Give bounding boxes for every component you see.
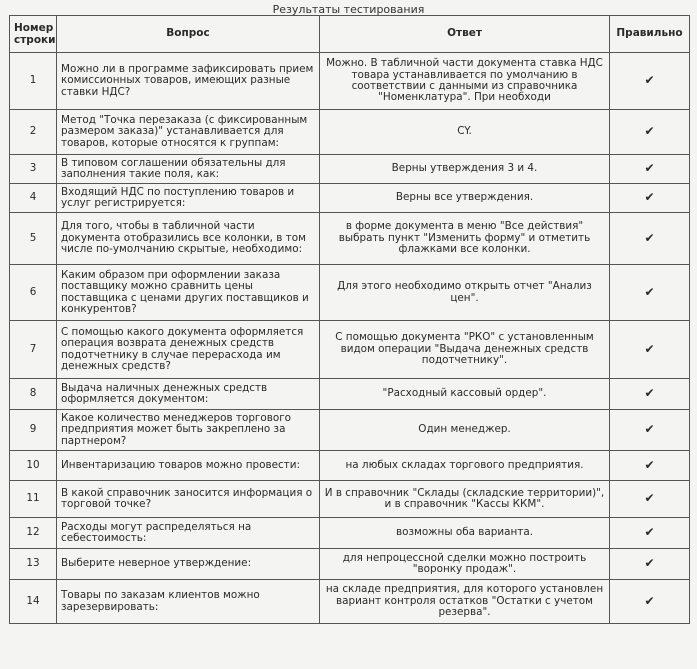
header-question: Вопрос	[57, 16, 320, 53]
correct-cell	[610, 481, 690, 518]
row-number: 1	[10, 53, 57, 110]
table-row	[10, 110, 690, 155]
question-cell: С помощью какого документа оформляется операция возврата денежных средств подотчетнику в случае перерасхода им денежных средств?	[57, 321, 320, 379]
header-row-number: Номер строки	[10, 16, 57, 53]
answer-cell: И в справочник "Склады (складские территории)", и в справочник "Кассы ККМ".	[320, 481, 610, 518]
table-row	[10, 481, 690, 518]
check-mark-icon: ✔	[644, 422, 655, 437]
row-number: 7	[10, 321, 57, 379]
correct-cell	[610, 155, 690, 184]
check-mark-icon: ✔	[644, 161, 655, 176]
question-cell: Инвентаризацию товаров можно провести:	[57, 451, 320, 481]
correct-cell	[610, 549, 690, 580]
table-row	[10, 321, 690, 379]
row-number: 5	[10, 213, 57, 265]
question-cell: В какой справочник заносится информация о торговой точке?	[57, 481, 320, 518]
row-number: 8	[10, 379, 57, 410]
check-mark-icon: ✔	[644, 556, 655, 571]
question-cell: Выберите неверное утверждение:	[57, 549, 320, 580]
table-row	[10, 213, 690, 265]
check-mark-icon: ✔	[644, 593, 655, 608]
results-table	[9, 15, 690, 624]
correct-cell	[610, 379, 690, 410]
question-cell: Можно ли в программе зафиксировать прием комиссионных товаров, имеющих разные ставки НДС?	[57, 53, 320, 110]
question-cell: Входящий НДС по поступлению товаров и услуг регистрируется:	[57, 184, 320, 213]
question-cell: Товары по заказам клиентов можно зарезервировать:	[57, 580, 320, 624]
answer-cell: Для этого необходимо открыть отчет "Анализ цен".	[320, 265, 610, 321]
correct-cell	[610, 580, 690, 624]
check-mark-icon: ✔	[644, 230, 655, 245]
row-number: 13	[10, 549, 57, 580]
check-mark-icon: ✔	[644, 73, 655, 88]
correct-cell	[610, 518, 690, 549]
question-cell: В типовом соглашении обязательны для заполнения такие поля, как:	[57, 155, 320, 184]
check-mark-icon: ✔	[644, 457, 655, 472]
check-mark-icon: ✔	[644, 190, 655, 205]
check-mark-icon: ✔	[644, 491, 655, 506]
row-number: 4	[10, 184, 57, 213]
header-correct: Правильно	[610, 16, 690, 53]
answer-cell: Один менеджер.	[320, 410, 610, 451]
check-mark-icon: ✔	[644, 386, 655, 401]
answer-cell: Верны все утверждения.	[320, 184, 610, 213]
answer-cell: CY.	[320, 110, 610, 155]
page-title: Результаты тестирования	[272, 3, 425, 16]
check-mark-icon: ✔	[644, 525, 655, 540]
answer-cell: возможны оба варианта.	[320, 518, 610, 549]
header-row	[10, 16, 690, 53]
table-row	[10, 265, 690, 321]
correct-cell	[610, 184, 690, 213]
answer-cell: Можно. В табличной части документа ставка НДС товара устанавливается по умолчанию в соответствии с данными из справочника "Номенклатура". При необходи	[320, 53, 610, 110]
question-cell: Для того, чтобы в табличной части документа отобразились все колонки, в том числе по-умолчанию скрытые, необходимо:	[57, 213, 320, 265]
correct-cell	[610, 110, 690, 155]
question-cell: Какое количество менеджеров торгового предприятия может быть закреплено за партнером?	[57, 410, 320, 451]
question-cell: Каким образом при оформлении заказа поставщику можно сравнить цены поставщика с ценами других поставщиков и конкурентов?	[57, 265, 320, 321]
row-number: 12	[10, 518, 57, 549]
table-row	[10, 184, 690, 213]
check-mark-icon: ✔	[644, 124, 655, 139]
correct-cell	[610, 410, 690, 451]
answer-cell: в форме документа в меню "Все действия" выбрать пункт "Изменить форму" и отметить флажками все колонки.	[320, 213, 610, 265]
answer-cell: С помощью документа "РКО" с установленным видом операции "Выдача денежных средств подотчетнику".	[320, 321, 610, 379]
table-row	[10, 549, 690, 580]
question-cell: Метод "Точка перезаказа (с фиксированным размером заказа)" устанавливается для товаров, которые относятся к группам:	[57, 110, 320, 155]
correct-cell	[610, 213, 690, 265]
table-row	[10, 379, 690, 410]
table-row	[10, 518, 690, 549]
row-number: 6	[10, 265, 57, 321]
question-cell: Расходы могут распределяться на себестоимость:	[57, 518, 320, 549]
table-row	[10, 580, 690, 624]
answer-cell: для непроцессной сделки можно построить "воронку продаж".	[320, 549, 610, 580]
row-number: 3	[10, 155, 57, 184]
check-mark-icon: ✔	[644, 284, 655, 299]
row-number: 10	[10, 451, 57, 481]
header-answer: Ответ	[320, 16, 610, 53]
row-number: 11	[10, 481, 57, 518]
row-number: 14	[10, 580, 57, 624]
correct-cell	[610, 321, 690, 379]
table-row	[10, 155, 690, 184]
correct-cell	[610, 53, 690, 110]
correct-cell	[610, 451, 690, 481]
answer-cell: на складе предприятия, для которого установлен вариант контроля остатков "Остатки с учетом резерва".	[320, 580, 610, 624]
row-number: 9	[10, 410, 57, 451]
check-mark-icon: ✔	[644, 341, 655, 356]
table-row	[10, 53, 690, 110]
answer-cell: Верны утверждения 3 и 4.	[320, 155, 610, 184]
question-cell: Выдача наличных денежных средств оформляется документом:	[57, 379, 320, 410]
table-row	[10, 410, 690, 451]
row-number: 2	[10, 110, 57, 155]
correct-cell	[610, 265, 690, 321]
answer-cell: "Расходный кассовый ордер".	[320, 379, 610, 410]
answer-cell: на любых складах торгового предприятия.	[320, 451, 610, 481]
table-row	[10, 451, 690, 481]
